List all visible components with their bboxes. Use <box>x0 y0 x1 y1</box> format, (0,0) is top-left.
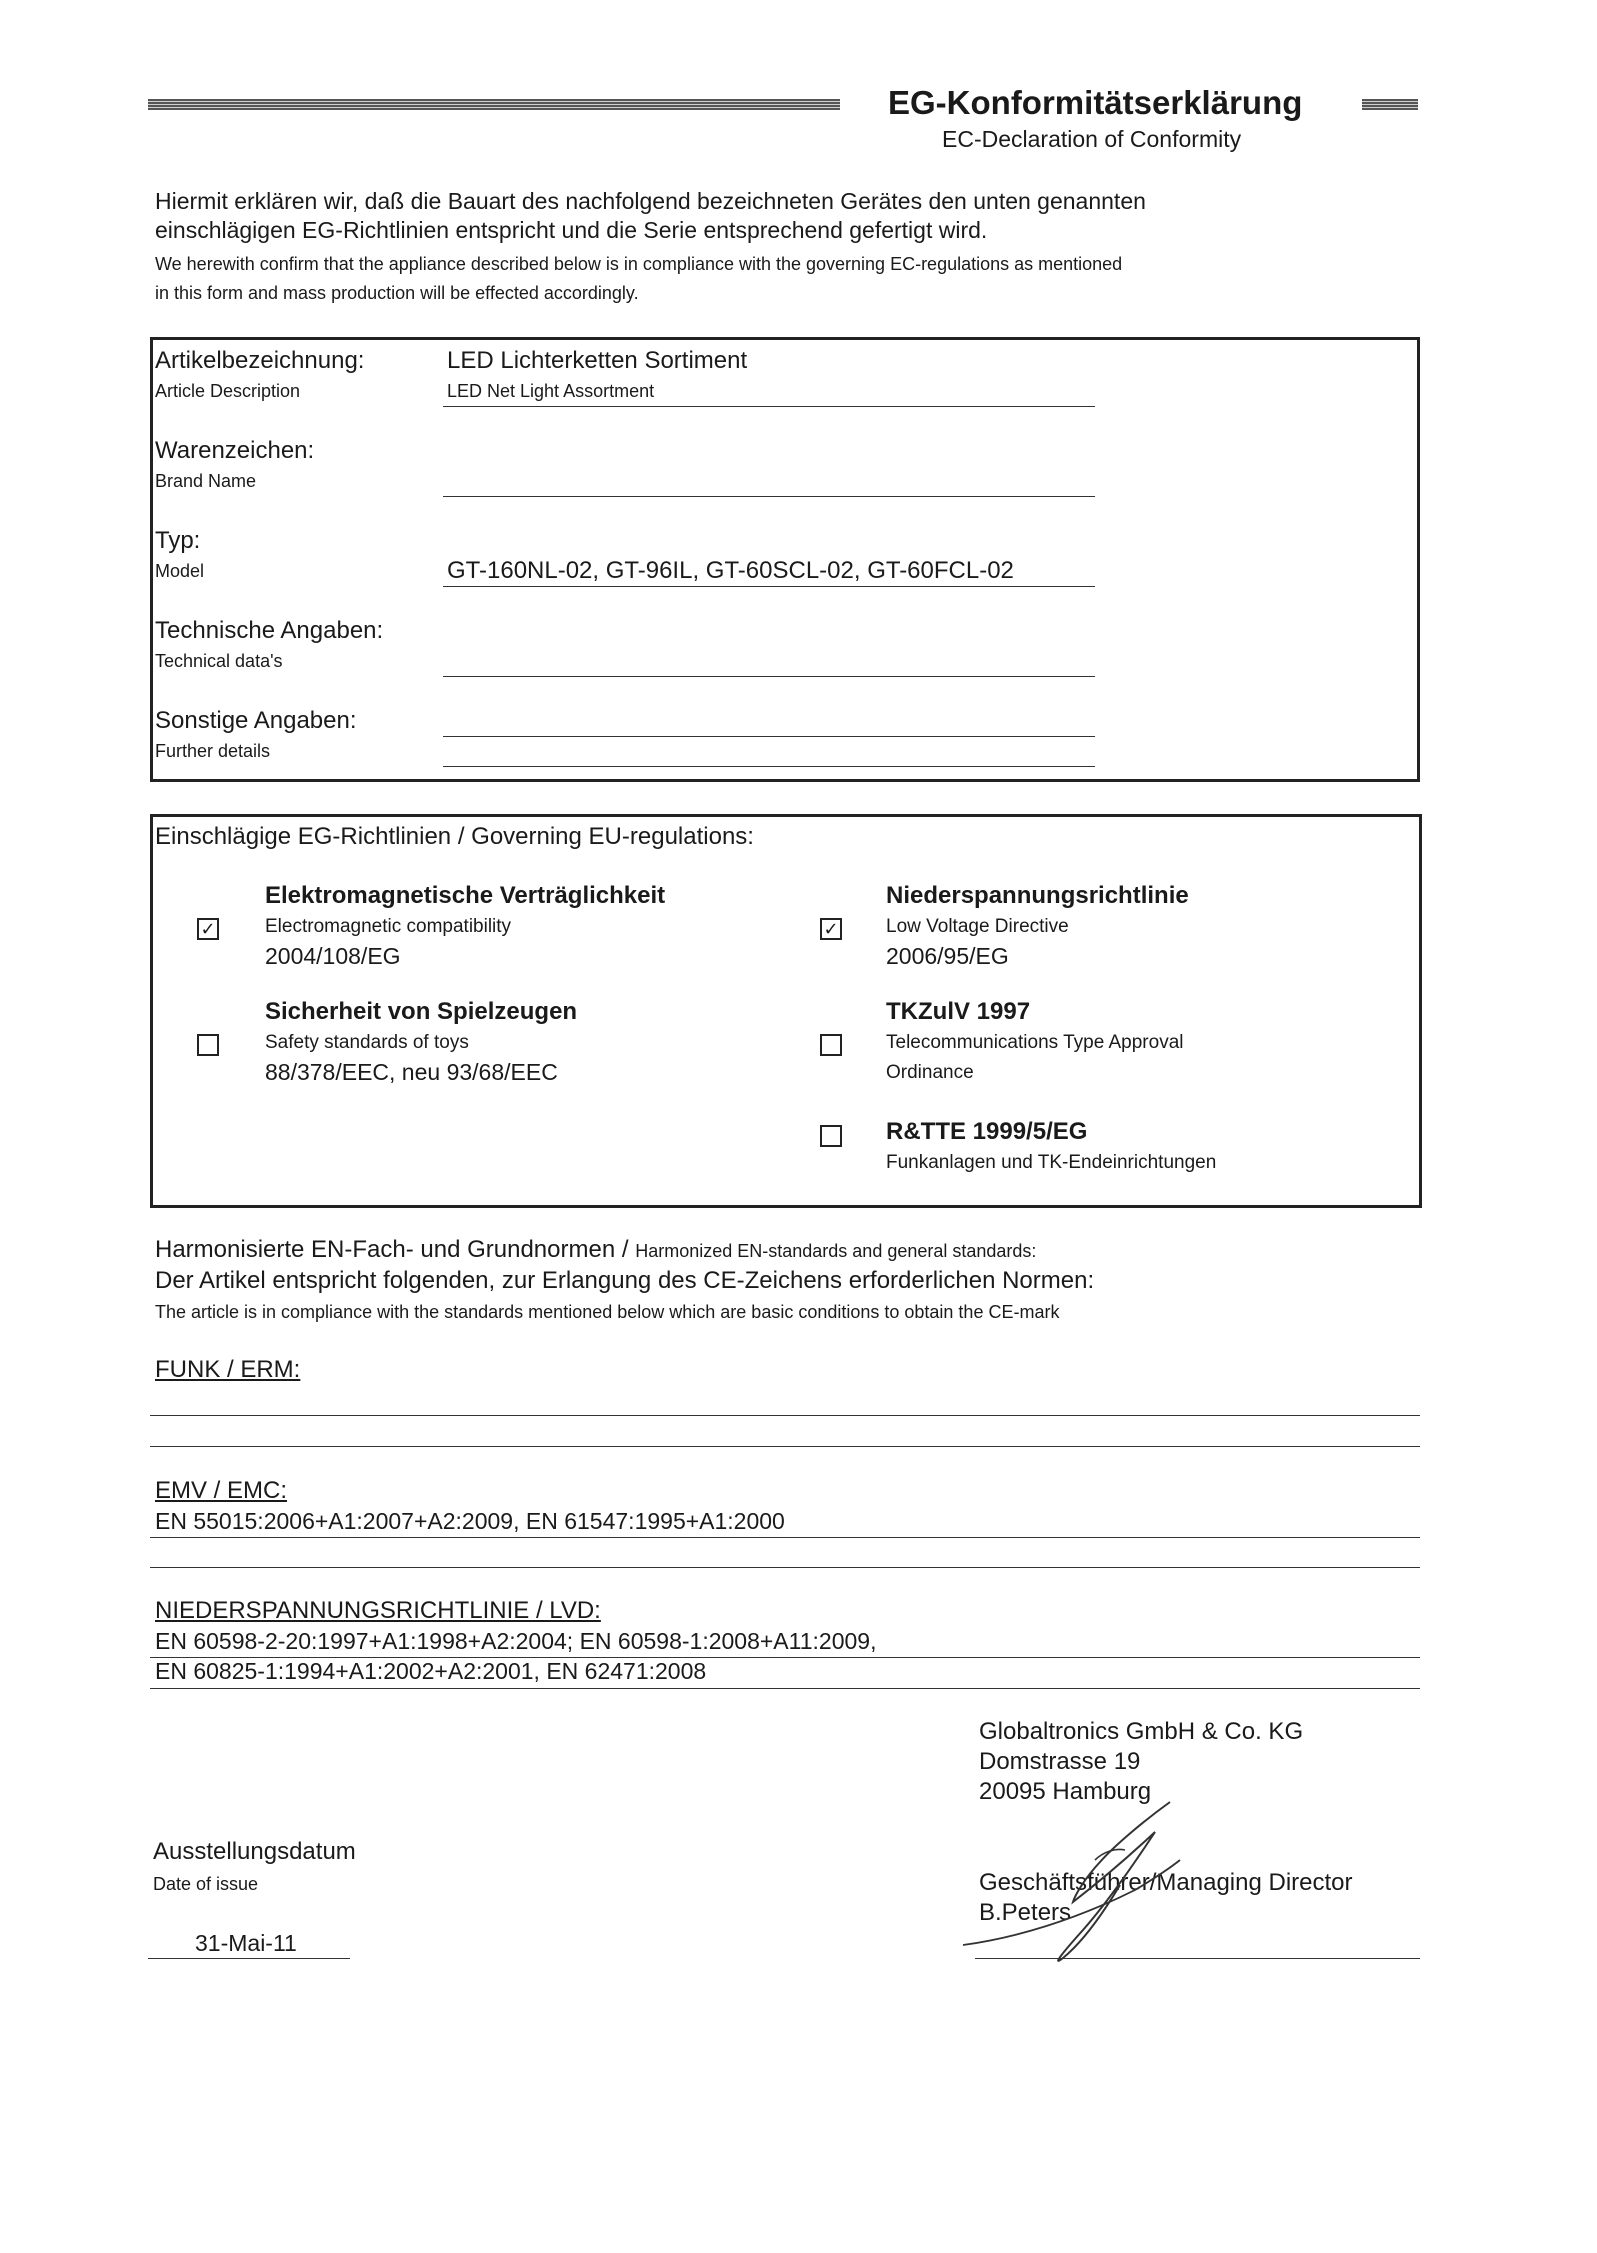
directive-emc-heading: Elektromagnetische Verträglichkeit <box>265 882 666 909</box>
standards-compliance-german: Der Artikel entspricht folgenden, zur Erlangung des CE-Zeichens erforderlichen Normen: <box>155 1267 1095 1294</box>
regulations-title: Einschlägige EG-Richtlinien / Governing EU-regulations: <box>155 823 754 850</box>
standards-compliance-english: The article is in compliance with the standards mentioned below which are basic conditions to obtain the CE-mark <box>155 1302 1060 1322</box>
section-funk-title: FUNK / ERM: <box>155 1356 301 1383</box>
field-subvalue-article: LED Net Light Assortment <box>447 381 655 401</box>
field-value-article: LED Lichterketten Sortiment <box>447 347 748 374</box>
directive-toys-checkbox[interactable] <box>197 1034 219 1056</box>
field-line-further-2 <box>443 766 1095 767</box>
company-city: 20095 Hamburg <box>979 1778 1152 1805</box>
section-emc-line-2 <box>150 1567 1420 1568</box>
section-lvd-standards-1: EN 60598-2-20:1997+A1:1998+A2:2004; EN 60598-1:2008+A11:2009, <box>155 1628 877 1654</box>
intro-german-line-2: einschlägigen EG-Richtlinien entspricht und die Serie entsprechend gefertigt wird. <box>155 217 988 243</box>
directive-tkzulv-english-line-2: Ordinance <box>886 1062 974 1083</box>
directive-lvd-code: 2006/95/EG <box>886 943 1009 969</box>
issue-date-label: Ausstellungsdatum <box>153 1838 356 1865</box>
company-street: Domstrasse 19 <box>979 1748 1141 1775</box>
directive-tkzulv-heading: TKZulV 1997 <box>886 998 1031 1025</box>
field-label-article: Artikelbezeichnung: <box>155 347 365 374</box>
field-label-model: Typ: <box>155 527 201 554</box>
directive-toys-english: Safety standards of toys <box>265 1032 469 1053</box>
directive-tkzulv-checkbox[interactable] <box>820 1034 842 1056</box>
directive-toys-heading: Sicherheit von Spielzeugen <box>265 998 578 1025</box>
document-subtitle: EC-Declaration of Conformity <box>942 126 1242 152</box>
directive-emc-english: Electromagnetic compatibility <box>265 916 512 937</box>
section-lvd-standards-2: EN 60825-1:1994+A1:2002+A2:2001, EN 62471:2008 <box>155 1658 707 1684</box>
field-value-model: GT-160NL-02, GT-96IL, GT-60SCL-02, GT-60FCL-02 <box>447 557 1014 584</box>
issue-date-line <box>148 1958 350 1959</box>
directive-lvd-english: Low Voltage Directive <box>886 916 1069 937</box>
directive-emc-code: 2004/108/EG <box>265 943 401 969</box>
directive-lvd-heading: Niederspannungsrichtlinie <box>886 882 1189 909</box>
intro-english-line-2: in this form and mass production will be effected accordingly. <box>155 283 639 303</box>
field-sublabel-further: Further details <box>155 741 271 761</box>
standards-heading-english: Harmonized EN-standards and general standards: <box>635 1241 1037 1261</box>
company-name: Globaltronics GmbH & Co. KG <box>979 1718 1304 1745</box>
field-sublabel-model: Model <box>155 561 205 581</box>
intro-english <box>155 250 1122 308</box>
header-rule-left <box>148 99 840 110</box>
field-line-model <box>443 586 1095 587</box>
field-line-article <box>443 406 1095 407</box>
field-label-technical: Technische Angaben: <box>155 617 384 644</box>
field-sublabel-technical: Technical data's <box>155 651 283 671</box>
signatory-role: Geschäftsführer/Managing Director <box>979 1869 1353 1896</box>
directive-rtte-english: Funkanlagen und TK-Endeinrichtungen <box>886 1152 1217 1173</box>
directive-emc-checkbox[interactable]: ✓ <box>197 918 219 940</box>
field-line-further-1 <box>443 736 1095 737</box>
field-sublabel-brand: Brand Name <box>155 471 257 491</box>
intro-german <box>155 187 1146 245</box>
directive-rtte-checkbox[interactable] <box>820 1125 842 1147</box>
field-sublabel-article: Article Description <box>155 381 301 401</box>
directive-rtte-heading: R&TTE 1999/5/EG <box>886 1118 1088 1145</box>
section-emc-line-1 <box>150 1537 1420 1538</box>
section-lvd-line-2 <box>150 1688 1420 1689</box>
section-lvd-title: NIEDERSPANNUNGSRICHTLINIE / LVD: <box>155 1597 601 1624</box>
intro-english-line-1: We herewith confirm that the appliance described below is in compliance with the governing EC-regulations as mentioned <box>155 254 1123 274</box>
section-emc-standards: EN 55015:2006+A1:2007+A2:2009, EN 61547:1995+A1:2000 <box>155 1508 785 1534</box>
header-rule-right <box>1362 99 1418 110</box>
field-line-technical <box>443 676 1095 677</box>
standards-heading <box>155 1236 1036 1264</box>
directive-lvd-checkbox[interactable]: ✓ <box>820 918 842 940</box>
intro-german-line-1: Hiermit erklären wir, daß die Bauart des nachfolgend bezeichneten Gerätes den unten genannten <box>155 188 1146 214</box>
standards-heading-german: Harmonisierte EN-Fach- und Grundnormen / <box>155 1236 629 1263</box>
signatory-name: B.Peters <box>979 1899 1072 1926</box>
handwritten-signature <box>955 1790 1275 1980</box>
field-label-brand: Warenzeichen: <box>155 437 315 464</box>
issue-date-value: 31-Mai-11 <box>195 1930 297 1956</box>
document-title: EG-Konformitätserklärung <box>888 84 1303 121</box>
section-emc-title: EMV / EMC: <box>155 1477 288 1504</box>
issue-date-sublabel: Date of issue <box>153 1874 259 1894</box>
section-funk-line-2 <box>150 1446 1420 1447</box>
field-label-further: Sonstige Angaben: <box>155 707 357 734</box>
directive-toys-code: 88/378/EEC, neu 93/68/EEC <box>265 1059 558 1085</box>
directive-tkzulv-english-line-1: Telecommunications Type Approval <box>886 1032 1184 1053</box>
section-funk-line-1 <box>150 1415 1420 1416</box>
field-line-brand <box>443 496 1095 497</box>
